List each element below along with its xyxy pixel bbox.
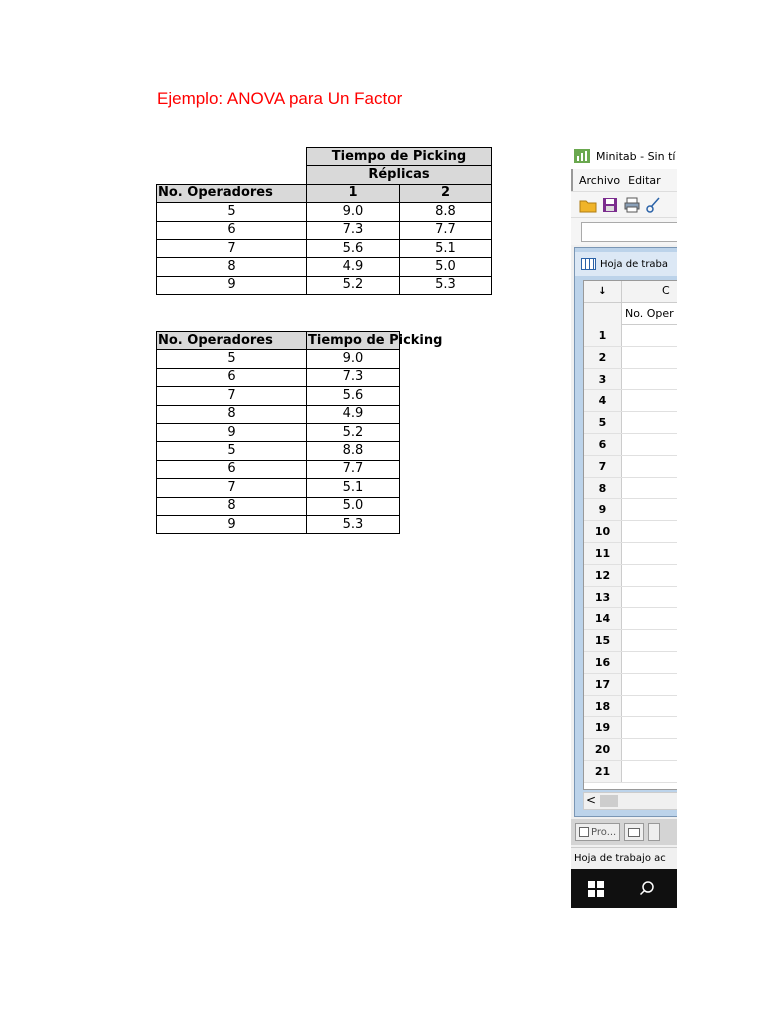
open-folder-icon[interactable] xyxy=(579,196,597,214)
worksheet-row[interactable] xyxy=(584,587,677,609)
worksheet-row[interactable] xyxy=(584,674,677,696)
data-direction-arrow[interactable]: ↓ xyxy=(584,281,622,303)
worksheet-row[interactable] xyxy=(584,630,677,652)
cell-op: 5 xyxy=(157,203,307,221)
worksheet-row[interactable] xyxy=(584,499,677,521)
windows-start-icon[interactable] xyxy=(588,881,604,897)
scroll-left-icon[interactable]: < xyxy=(586,793,597,807)
cell-t: 4.9 xyxy=(307,405,400,423)
table-row xyxy=(157,350,400,368)
row-number[interactable]: 2 xyxy=(584,347,622,368)
row-number[interactable]: 4 xyxy=(584,390,622,411)
worksheet-row[interactable] xyxy=(584,434,677,456)
cell-r2: 7.7 xyxy=(400,221,492,239)
taskbar xyxy=(571,869,677,908)
cell-op: 5 xyxy=(157,350,307,368)
cell-r2: 5.3 xyxy=(400,276,492,294)
worksheet-title: Hoja de traba xyxy=(600,258,669,270)
cell-t: 5.2 xyxy=(307,423,400,441)
replicas-table xyxy=(156,147,492,295)
table-row xyxy=(157,276,492,294)
row-number[interactable]: 17 xyxy=(584,674,622,695)
table-row xyxy=(157,442,400,460)
cell-t: 5.0 xyxy=(307,497,400,515)
cell-op: 8 xyxy=(157,497,307,515)
header-group: Tiempo de Picking xyxy=(307,148,492,166)
worksheet-row[interactable] xyxy=(584,717,677,739)
worksheet-row[interactable] xyxy=(584,478,677,500)
table-row xyxy=(157,515,400,533)
row-number[interactable]: 16 xyxy=(584,652,622,673)
row-number[interactable]: 3 xyxy=(584,369,622,390)
save-icon[interactable] xyxy=(601,196,619,214)
tab-project-label: Pro... xyxy=(591,826,617,838)
cell-op: 9 xyxy=(157,515,307,533)
worksheet-titlebar xyxy=(575,252,677,276)
col-operadores: No. Operadores xyxy=(157,184,307,202)
project-icon xyxy=(579,827,589,837)
cell-r1: 4.9 xyxy=(307,258,400,276)
cell-t: 5.3 xyxy=(307,515,400,533)
table-row xyxy=(157,258,492,276)
command-bar xyxy=(571,217,677,245)
column-name-row xyxy=(584,303,677,325)
row-number[interactable]: 5 xyxy=(584,412,622,433)
worksheet-row[interactable] xyxy=(584,412,677,434)
header-sub: Réplicas xyxy=(307,166,492,184)
command-field[interactable] xyxy=(581,222,677,242)
worksheet-row[interactable] xyxy=(584,565,677,587)
worksheet-icon xyxy=(581,258,596,270)
cell-op: 6 xyxy=(157,460,307,478)
row-number[interactable]: 21 xyxy=(584,761,622,782)
table-row xyxy=(157,460,400,478)
cell-r2: 5.0 xyxy=(400,258,492,276)
worksheet-row[interactable] xyxy=(584,761,677,783)
worksheet-row[interactable] xyxy=(584,543,677,565)
row-number[interactable]: 11 xyxy=(584,543,622,564)
cell-t: 5.1 xyxy=(307,479,400,497)
cell-op: 7 xyxy=(157,479,307,497)
row-number[interactable]: 13 xyxy=(584,587,622,608)
cell-op: 6 xyxy=(157,368,307,386)
table-row xyxy=(157,387,400,405)
cell-op: 7 xyxy=(157,387,307,405)
cell-t: 7.7 xyxy=(307,460,400,478)
column-header-row xyxy=(584,281,677,303)
window-title: Minitab - Sin tí xyxy=(596,149,676,163)
worksheet-row[interactable] xyxy=(584,390,677,412)
window-tabs xyxy=(571,819,677,845)
row-number[interactable]: 19 xyxy=(584,717,622,738)
toolbar xyxy=(571,191,677,217)
row-number[interactable]: 12 xyxy=(584,565,622,586)
worksheet-row[interactable] xyxy=(584,696,677,718)
minitab-logo-icon xyxy=(574,149,590,163)
table-row xyxy=(157,497,400,515)
menu-bar xyxy=(571,169,677,191)
row-number[interactable]: 15 xyxy=(584,630,622,651)
worksheet-grid[interactable] xyxy=(583,280,677,790)
cell-t: 8.8 xyxy=(307,442,400,460)
search-icon[interactable] xyxy=(639,880,655,896)
status-bar: Hoja de trabajo ac xyxy=(571,847,677,869)
table-row xyxy=(157,221,492,239)
cell-r1: 7.3 xyxy=(307,221,400,239)
row-number[interactable]: 20 xyxy=(584,739,622,760)
minitab-window xyxy=(571,143,677,908)
page-title: Ejemplo: ANOVA para Un Factor xyxy=(157,89,403,108)
table-row xyxy=(157,405,400,423)
worksheet-row[interactable] xyxy=(584,608,677,630)
worksheet-row[interactable] xyxy=(584,325,677,347)
worksheet-rows xyxy=(584,325,677,783)
col-replica-2: 2 xyxy=(400,184,492,202)
table-row xyxy=(157,423,400,441)
menu-archivo[interactable]: Archivo xyxy=(579,173,621,187)
cell-op: 6 xyxy=(157,221,307,239)
col-operadores: No. Operadores xyxy=(157,332,307,350)
cut-icon[interactable] xyxy=(645,196,663,214)
worksheet-row[interactable] xyxy=(584,456,677,478)
tab-other[interactable] xyxy=(648,823,660,841)
cell-r1: 9.0 xyxy=(307,203,400,221)
cell-op: 9 xyxy=(157,276,307,294)
restore-windows-icon xyxy=(628,828,640,837)
column-name-cell[interactable]: No. Oper xyxy=(625,307,674,320)
row-number[interactable]: 18 xyxy=(584,696,622,717)
table-row xyxy=(157,368,400,386)
cell-op: 8 xyxy=(157,405,307,423)
worksheet-row[interactable] xyxy=(584,521,677,543)
worksheet-window xyxy=(574,247,677,817)
cell-t: 9.0 xyxy=(307,350,400,368)
worksheet-row[interactable] xyxy=(584,739,677,761)
row-number[interactable]: 1 xyxy=(584,325,622,346)
cell-t: 7.3 xyxy=(307,368,400,386)
cell-op: 8 xyxy=(157,258,307,276)
cell-op: 7 xyxy=(157,239,307,257)
cell-r1: 5.6 xyxy=(307,239,400,257)
col-replica-1: 1 xyxy=(307,184,400,202)
column-header-c1[interactable]: C xyxy=(662,284,670,297)
cell-t: 5.6 xyxy=(307,387,400,405)
table-row xyxy=(157,239,492,257)
worksheet-row[interactable] xyxy=(584,369,677,391)
cell-r2: 5.1 xyxy=(400,239,492,257)
print-icon[interactable] xyxy=(623,196,641,214)
cell-r2: 8.8 xyxy=(400,203,492,221)
table-row xyxy=(157,479,400,497)
cell-op: 9 xyxy=(157,423,307,441)
row-number[interactable]: 6 xyxy=(584,434,622,455)
row-number[interactable]: 10 xyxy=(584,521,622,542)
worksheet-row[interactable] xyxy=(584,652,677,674)
tab-restore[interactable] xyxy=(624,823,644,841)
tab-project[interactable] xyxy=(575,823,620,841)
cell-r1: 5.2 xyxy=(307,276,400,294)
minitab-titlebar xyxy=(571,143,677,169)
row-number[interactable]: 8 xyxy=(584,478,622,499)
stacked-table xyxy=(156,331,443,534)
row-number[interactable]: 14 xyxy=(584,608,622,629)
worksheet-row[interactable] xyxy=(584,347,677,369)
row-number[interactable]: 7 xyxy=(584,456,622,477)
col-tiempo: Tiempo de Picking xyxy=(308,333,443,348)
row-number[interactable]: 9 xyxy=(584,499,622,520)
menu-editar[interactable]: Editar xyxy=(628,173,661,187)
horizontal-scrollbar[interactable] xyxy=(583,792,677,810)
scroll-thumb[interactable] xyxy=(600,795,618,807)
table-row xyxy=(157,203,492,221)
cell-op: 5 xyxy=(157,442,307,460)
